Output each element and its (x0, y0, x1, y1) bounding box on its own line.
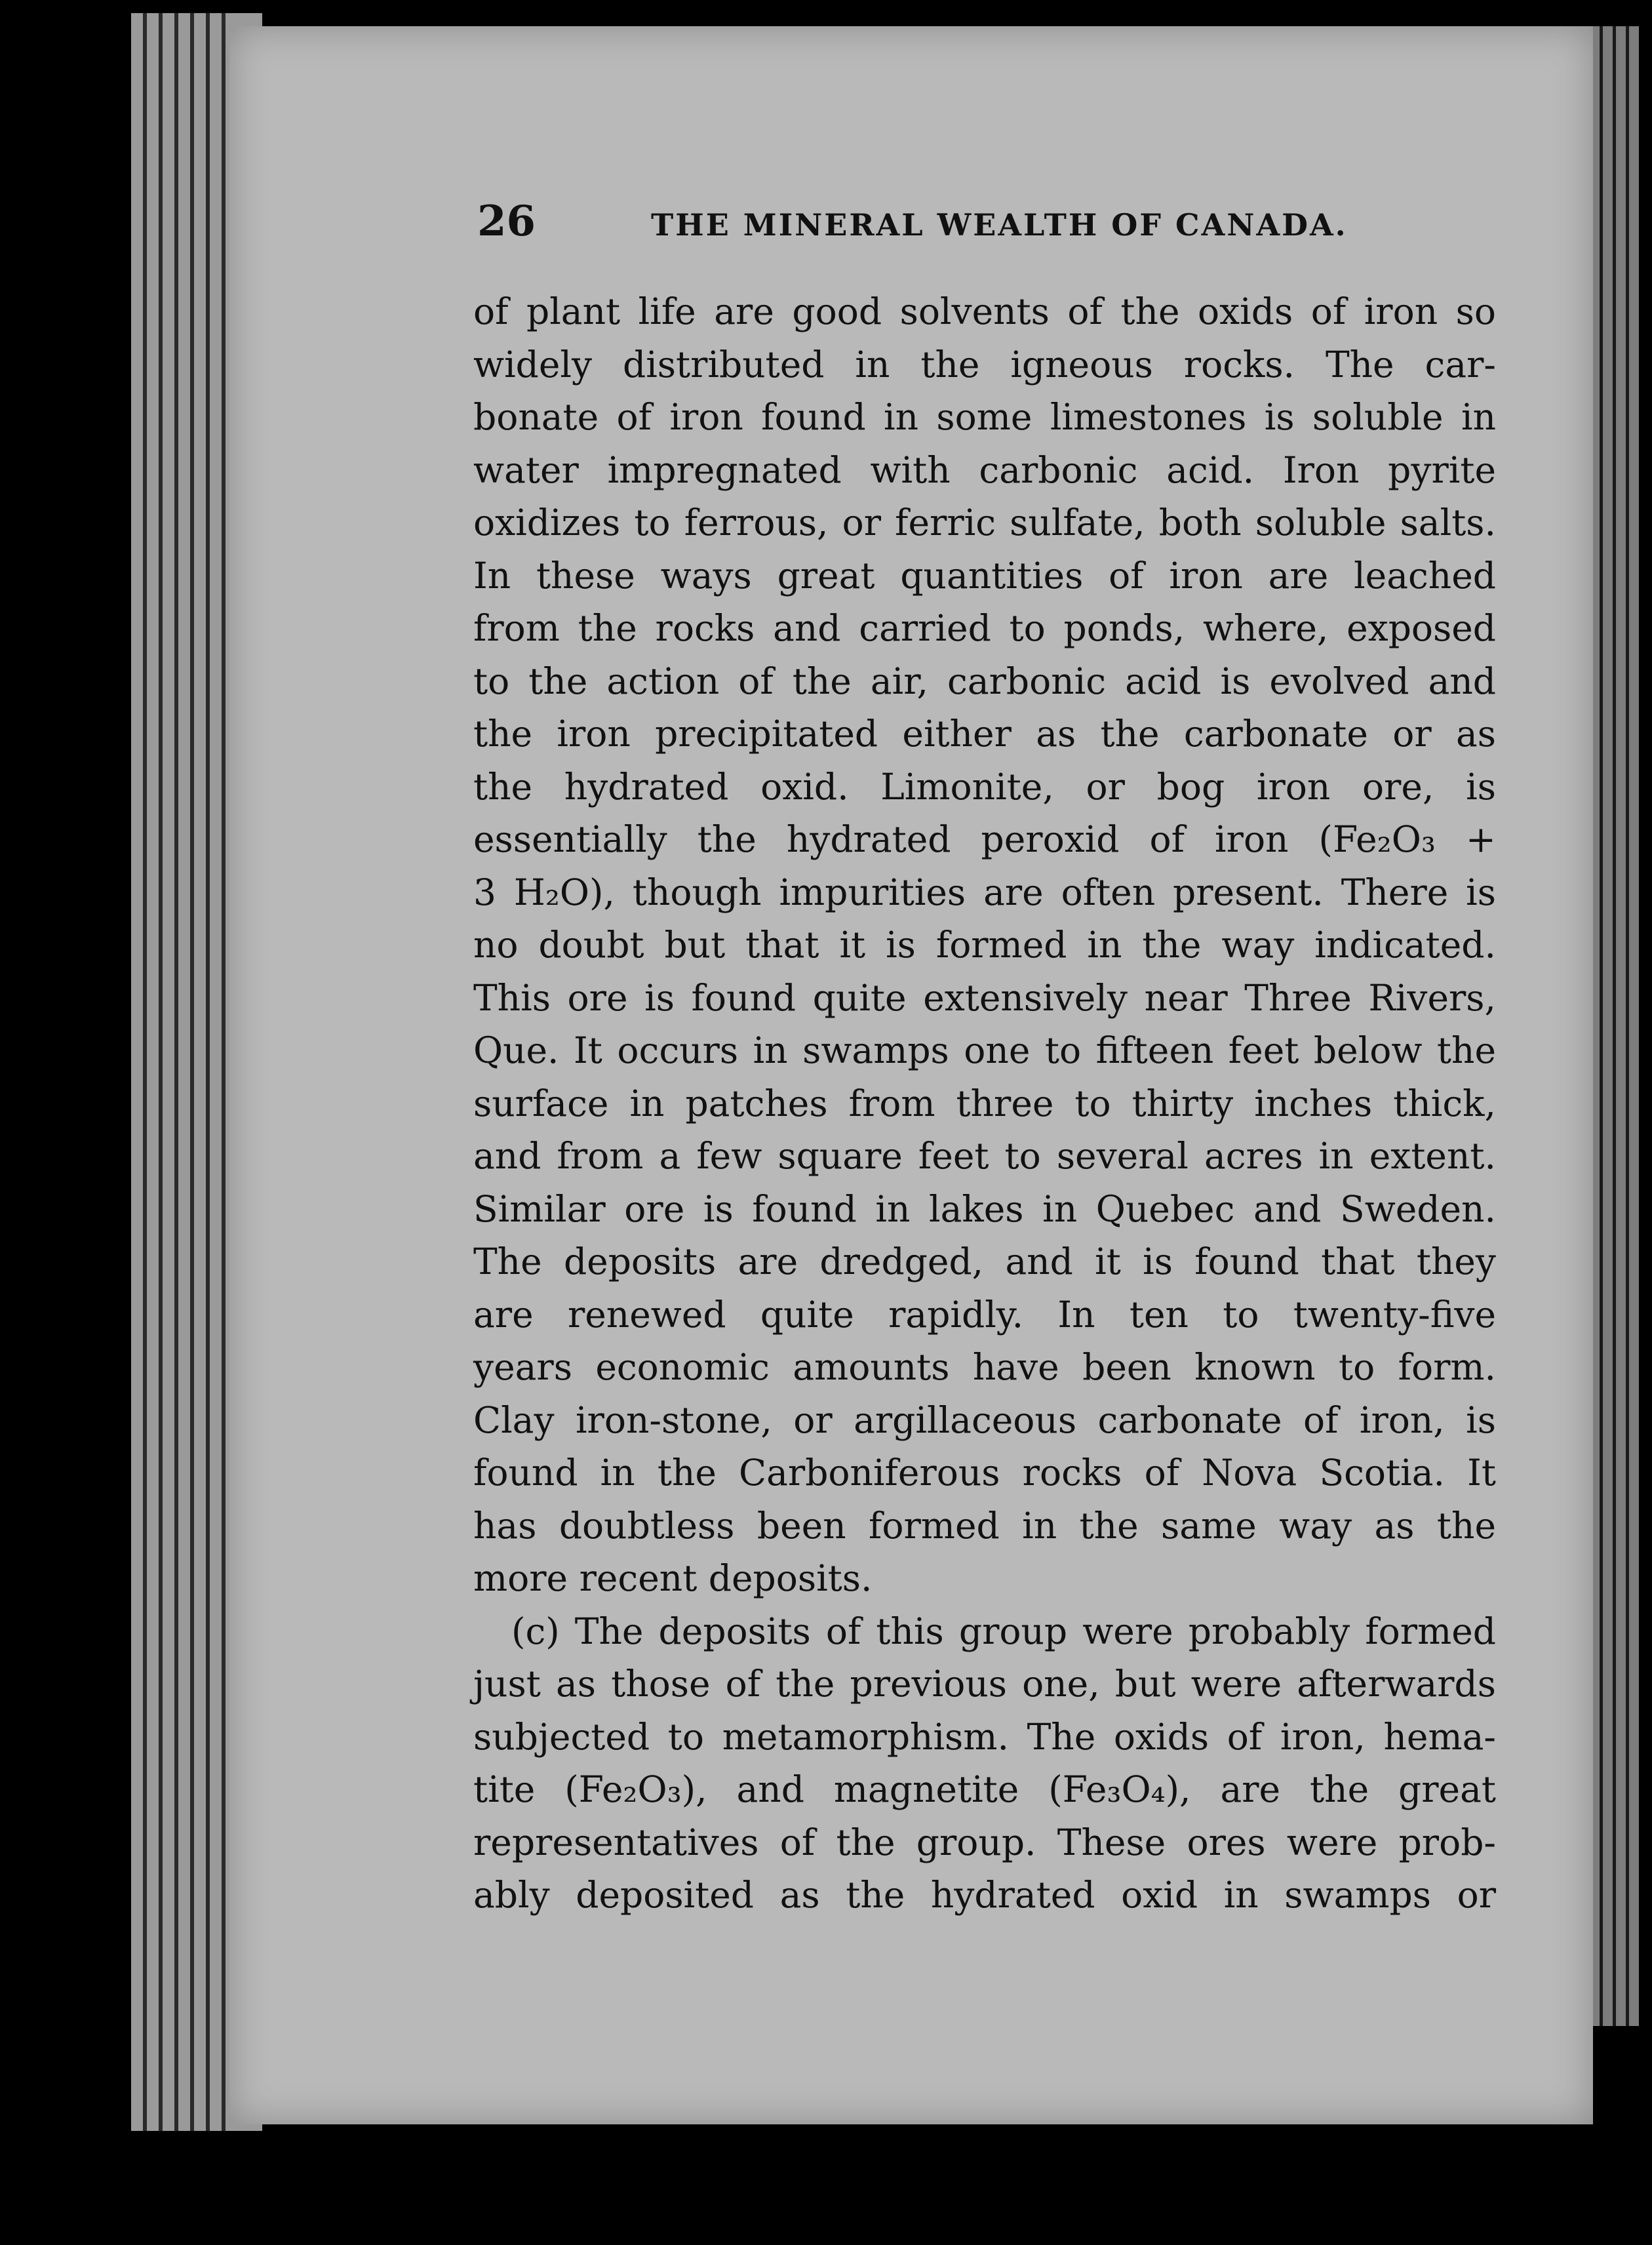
text-line: bonate of iron found in some limestones is soluble in (473, 396, 1496, 438)
text-line: found in the Carboniferous rocks of Nova Scotia. It (473, 1452, 1496, 1494)
text-line: (c) The deposits of this group were probably formed (511, 1610, 1496, 1652)
text-line: are renewed quite rapidly. In ten to twenty-five (473, 1293, 1496, 1336)
text-line: years economic amounts have been known to form. (473, 1346, 1496, 1388)
text-line: the hydrated oxid. Limonite, or bog iron ore, is (473, 765, 1496, 808)
text-line: In these ways great quantities of iron are leached (473, 554, 1496, 597)
text-line: just as those of the previous one, but were afterwards (473, 1663, 1496, 1705)
body-text (473, 285, 1496, 1922)
text-line: more recent deposits. (473, 1557, 873, 1599)
right-binding (1593, 26, 1639, 2026)
page-number: 26 (477, 197, 536, 246)
text-line: to the action of the air, carbonic acid is evolved and (473, 660, 1496, 702)
page-header (477, 197, 1500, 256)
text-line: Que. It occurs in swamps one to fifteen feet below the (473, 1029, 1496, 1071)
text-line: Clay iron-stone, or argillaceous carbonate of iron, is (473, 1399, 1496, 1441)
text-line: representatives of the group. These ores were prob- (473, 1821, 1496, 1863)
text-line: the iron precipitated either as the carbonate or as (473, 713, 1496, 755)
text-line: tite (Fe₂O₃), and magnetite (Fe₃O₄), are the great (473, 1768, 1496, 1810)
text-line: This ore is found quite extensively near Three Rivers, (473, 976, 1496, 1019)
text-line: water impregnated with carbonic acid. Iron pyrite (473, 448, 1496, 491)
text-line: no doubt but that it is formed in the way indicated. (473, 924, 1496, 966)
text-line: and from a few square feet to several acres in extent. (473, 1135, 1496, 1177)
text-line: oxidizes to ferrous, or ferric sulfate, both soluble salts. (473, 502, 1496, 544)
text-line: 3 H₂O), though impurities are often present. There is (473, 871, 1496, 913)
text-line: surface in patches from three to thirty inches thick, (473, 1082, 1496, 1124)
text-line: has doubtless been formed in the same way as the (473, 1504, 1496, 1547)
text-line: from the rocks and carried to ponds, where, exposed (473, 607, 1496, 649)
text-line: The deposits are dredged, and it is found that they (473, 1241, 1496, 1282)
text-line: ably deposited as the hydrated oxid in swamps or (473, 1874, 1496, 1916)
text-line: essentially the hydrated peroxid of iron (Fe₂O₃ + (473, 818, 1496, 860)
text-line: widely distributed in the igneous rocks. The car- (473, 343, 1496, 386)
text-line: subjected to metamorphism. The oxids of iron, hema- (473, 1715, 1496, 1758)
text-line: of plant life are good solvents of the oxids of iron so (473, 290, 1496, 332)
text-line: Similar ore is found in lakes in Quebec and Sweden. (473, 1187, 1496, 1230)
running-title: THE MINERAL WEALTH OF CANADA. (651, 207, 1348, 243)
